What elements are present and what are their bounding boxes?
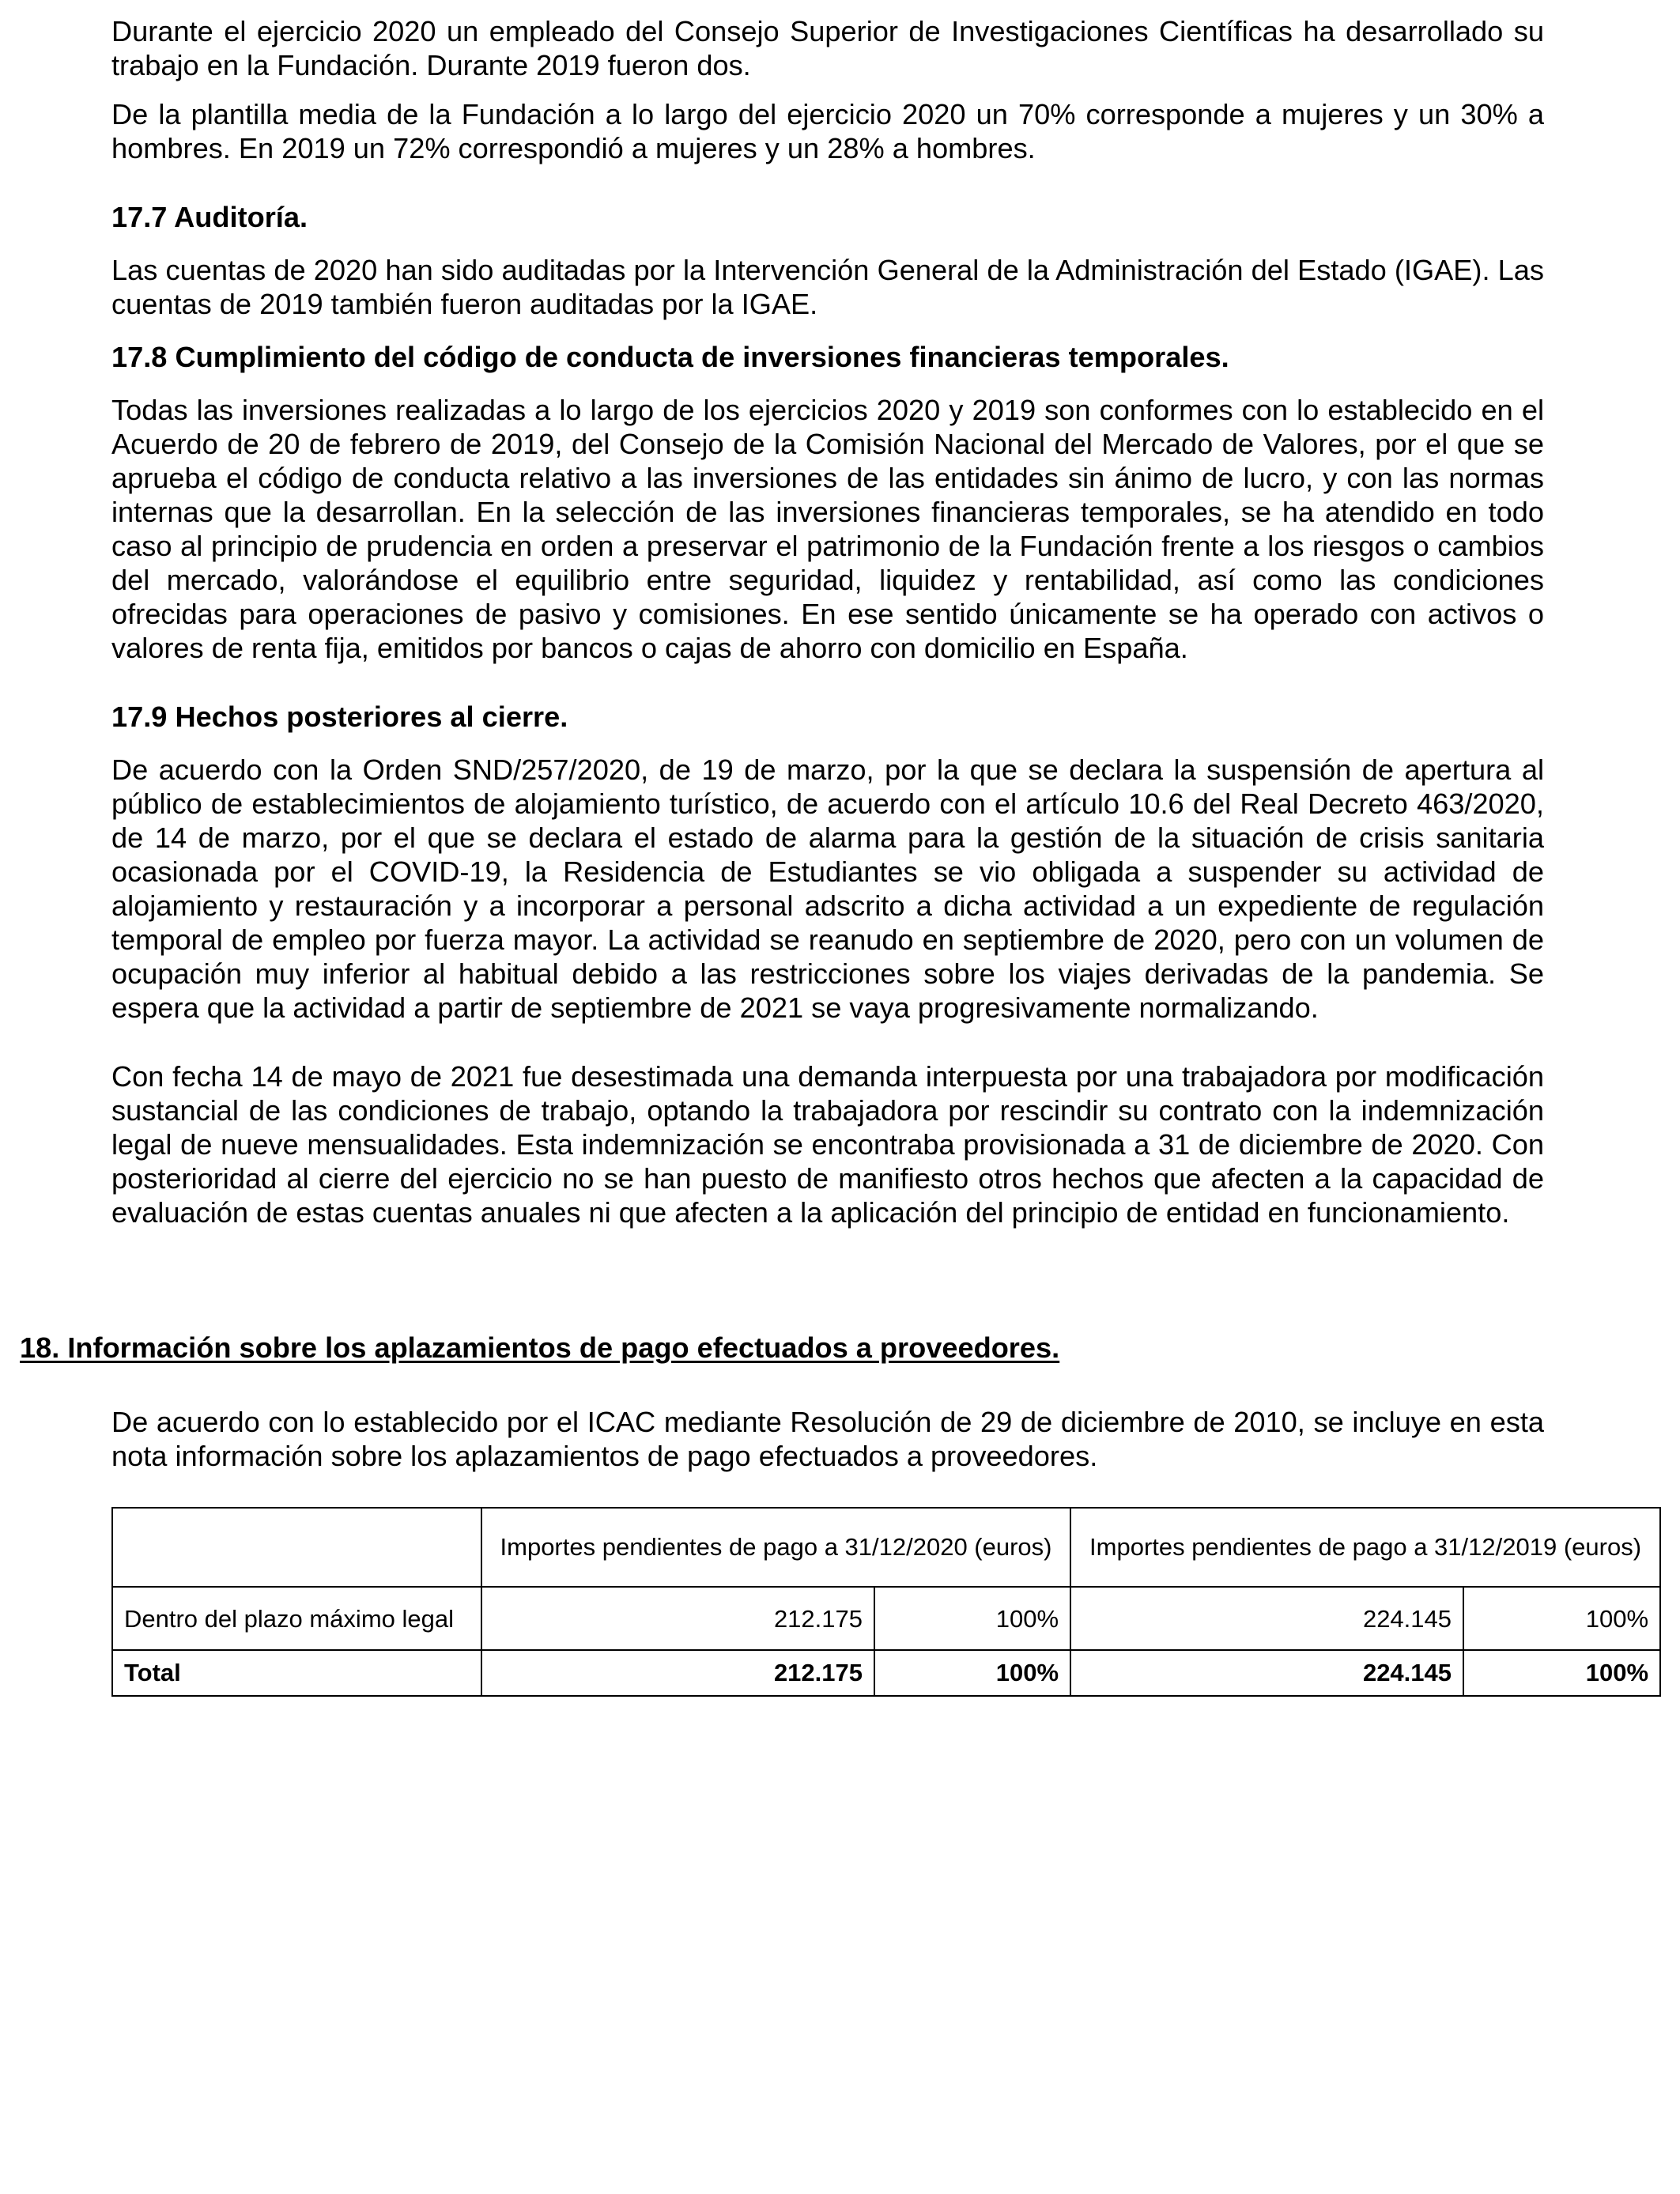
paragraph-investments: Todas las inversiones realizadas a lo largo de los ejercicios 2020 y 2019 son conformes con lo establecido en el Acuerdo de 20 de febrero de 2019, del Consejo de la Comisión Nacional del Mercado de Valores, por el que se aprueba el código de conducta relativo a las inversiones de las entidades sin ánimo de lucro, y con las normas internas que la desarrollan. En la selección de las inversiones financieras temporales, se ha atendido en todo caso al principio de prudencia en orden a preservar el patrimonio de la Fundación frente a los riesgos o cambios del mercado, valorándose el equilibrio entre seguridad, liquidez y rentabilidad, así como las condiciones ofrecidas para operaciones de pasivo y comisiones. En ese sentido únicamente se ha operado con activos o valores de renta fija, emitidos por bancos o cajas de ahorro con domicilio en España. [111,394,1544,664]
notes-content [111,14,1544,1229]
amount-2019: 224.145 [1070,1587,1463,1650]
paragraph-audit: Las cuentas de 2020 han sido auditadas por la Intervención General de la Administración del Estado (IGAE). Las cuentas de 2019 también fueron auditadas por la IGAE. [111,254,1544,320]
row-label-total: Total [112,1650,481,1696]
table-header-2019: Importes pendientes de pago a 31/12/2019 (euros) [1070,1508,1660,1587]
section-18-intro [111,1405,1544,1473]
percent-2019: 100% [1463,1587,1660,1650]
total-percent-2020: 100% [874,1650,1070,1696]
paragraph-csic-employee: Durante el ejercicio 2020 un empleado del Consejo Superior de Investigaciones Científicas ha desarrollado su trabajo en la Fundación. Durante 2019 fueron dos. [111,15,1544,81]
total-amount-2019: 224.145 [1070,1650,1463,1696]
percent-2020: 100% [874,1587,1070,1650]
paragraph-covid-suspension: De acuerdo con la Orden SND/257/2020, de 19 de marzo, por la que se declara la suspensión de apertura al público de establecimientos de alojamiento turístico, de acuerdo con el artículo 10.6 del Real Decreto 463/2020, de 14 de marzo, por el que se declara el estado de alarma para la gestión de la situación de crisis sanitaria ocasionada por el COVID-19, la Residencia de Estudiantes se vio obligada a suspender su actividad de alojamiento y restauración y a incorporar a personal adscrito a dicha actividad a un expediente de regulación temporal de empleo por fuerza mayor. La actividad se reanudo en septiembre de 2020, pero con un volumen de ocupación muy inferior al habitual debido a las restricciones sobre los viajes derivadas de la pandemia. Se espera que la actividad a partir de septiembre de 2021 se vaya progresivamente normalizando. [111,753,1544,1024]
heading-17-8-codigo-conducta: 17.8 Cumplimiento del código de conducta de inversiones financieras temporales. [111,341,1229,373]
payment-deferral-table [111,1507,1661,1697]
heading-18-aplazamientos: 18. Información sobre los aplazamientos de pago efectuados a proveedores. [20,1331,1060,1364]
paragraph-lawsuit: Con fecha 14 de mayo de 2021 fue desestimada una demanda interpuesta por una trabajadora por modificación sustancial de las condiciones de trabajo, optando la trabajadora por rescindir su contrato con la indemnización legal de nueve mensualidades. Esta indemnización se encontraba provisionada a 31 de diciembre de 2020. Con posterioridad al cierre del ejercicio no se han puesto de manifiesto otros hechos que afecten a la capacidad de evaluación de estas cuentas anuales ni que afecten a la aplicación del principio de entidad en funcionamiento. [111,1060,1544,1229]
heading-17-9-hechos-posteriores: 17.9 Hechos posteriores al cierre. [111,700,568,733]
heading-17-7-auditoria: 17.7 Auditoría. [111,201,308,233]
table-header-2020: Importes pendientes de pago a 31/12/2020 (euros) [481,1508,1070,1587]
total-amount-2020: 212.175 [481,1650,874,1696]
table-row [112,1587,1660,1650]
table-header-row [112,1508,1660,1587]
row-label-plazo-legal: Dentro del plazo máximo legal [112,1587,481,1650]
table-row-total [112,1650,1660,1696]
total-percent-2019: 100% [1463,1650,1660,1696]
amount-2020: 212.175 [481,1587,874,1650]
paragraph-icac-resolution: De acuerdo con lo establecido por el ICAC mediante Resolución de 29 de diciembre de 2010, se incluye en esta nota información sobre los aplazamientos de pago efectuados a proveedores. [111,1406,1544,1472]
paragraph-staff-gender: De la plantilla media de la Fundación a lo largo del ejercicio 2020 un 70% corresponde a mujeres y un 30% a hombres. En 2019 un 72% correspondió a mujeres y un 28% a hombres. [111,98,1544,164]
table-header-empty [112,1508,481,1587]
